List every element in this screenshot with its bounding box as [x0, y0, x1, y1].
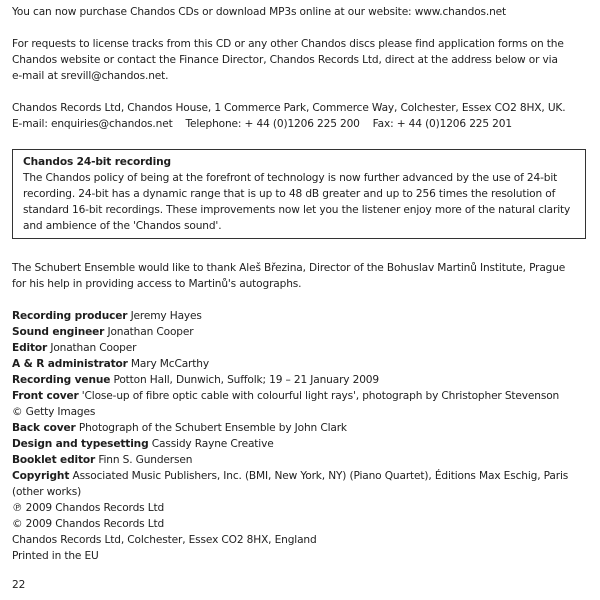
license-line: Chandos website or contact the Finance Director, Chandos Records Ltd, direct at the address below or via: [12, 54, 558, 66]
recording-info-box: [12, 149, 586, 239]
credit-item: [12, 452, 592, 468]
credit-value: Mary McCarthy: [127, 358, 209, 370]
thanks-line: for his help in providing access to Martinů's autographs.: [12, 278, 302, 290]
credit-label: Booklet editor: [12, 454, 96, 466]
thanks-line: The Schubert Ensemble would like to thank Aleš Březina, Director of the Bohuslav Martinů Institute, Prague: [12, 262, 566, 274]
credit-value: Jeremy Hayes: [127, 310, 202, 322]
credit-item: [12, 388, 592, 404]
footer-line: ℗ 2009 Chandos Records Ltd: [12, 502, 165, 514]
credit-value: Cassidy Rayne Creative: [148, 438, 274, 450]
credit-label: Copyright: [12, 470, 70, 482]
credit-label: Recording venue: [12, 374, 111, 386]
credit-value: Jonathan Cooper: [47, 342, 137, 354]
credit-value: Finn S. Gundersen: [95, 454, 193, 466]
box-line: and ambience of the 'Chandos sound'.: [23, 220, 222, 232]
box-line: The Chandos policy of being at the forefront of technology is now further advanced by the use of 24-bit: [23, 172, 558, 184]
credit-item: [12, 308, 592, 324]
credit-value: (other works): [12, 486, 82, 498]
credit-item: [12, 324, 592, 340]
license-line: e-mail at srevill@chandos.net.: [12, 70, 169, 82]
credit-value: Potton Hall, Dunwich, Suffolk; 19 – 21 January 2009: [110, 374, 379, 386]
footer-line: © 2009 Chandos Records Ltd: [12, 518, 165, 530]
credit-label: Front cover: [12, 390, 79, 402]
license-line: For requests to license tracks from this CD or any other Chandos discs please find application forms on the: [12, 38, 564, 50]
credit-item: [12, 468, 592, 484]
box-title: Chandos 24-bit recording: [23, 156, 171, 168]
footer-line: Chandos Records Ltd, Colchester, Essex CO2 8HX, England: [12, 534, 317, 546]
address-block: [12, 100, 592, 132]
fax-text: Fax: + 44 (0)1206 225 201: [372, 118, 512, 130]
box-line: standard 16-bit recordings. These improvements now let you the listener enjoy more of the natural clarity: [23, 204, 571, 216]
box-line: recording. 24-bit has a dynamic range that is up to 48 dB greater and up to 256 times the resolution of: [23, 188, 556, 200]
credit-item: [12, 340, 592, 356]
thanks-note: [12, 260, 592, 292]
credits-list: [12, 308, 592, 564]
credit-item: [12, 484, 592, 500]
purchase-text: You can now purchase Chandos CDs or download MP3s online at our website: www.chandos.net: [12, 6, 507, 18]
credit-item: [12, 404, 592, 420]
email-text: E-mail: enquiries@chandos.net: [12, 118, 173, 130]
credit-value: Jonathan Cooper: [104, 326, 194, 338]
page-number: [12, 577, 592, 593]
credit-label: Back cover: [12, 422, 76, 434]
telephone-text: Telephone: + 44 (0)1206 225 200: [185, 118, 360, 130]
credit-value: Photograph of the Schubert Ensemble by John Clark: [75, 422, 347, 434]
credit-item: [12, 372, 592, 388]
credit-value: © Getty Images: [12, 406, 96, 418]
footer-line: Printed in the EU: [12, 550, 99, 562]
page-number-text: 22: [12, 579, 26, 591]
credit-item: [12, 436, 592, 452]
credit-value: Associated Music Publishers, Inc. (BMI, New York, NY) (Piano Quartet), Éditions Max Eschig, Paris: [69, 470, 569, 482]
credit-label: Design and typesetting: [12, 438, 149, 450]
credit-item: [12, 356, 592, 372]
credit-value: 'Close-up of fibre optic cable with colourful light rays', photograph by Christopher Stevenson: [78, 390, 560, 402]
license-note: [12, 36, 592, 84]
credit-label: Sound engineer: [12, 326, 105, 338]
address-line: Chandos Records Ltd, Chandos House, 1 Commerce Park, Commerce Way, Colchester, Essex CO2 8HX, UK.: [12, 102, 566, 114]
credit-label: A & R administrator: [12, 358, 128, 370]
purchase-note: [12, 4, 592, 20]
credit-label: Recording producer: [12, 310, 128, 322]
contact-line: [12, 116, 592, 132]
credit-label: Editor: [12, 342, 48, 354]
credit-item: [12, 420, 592, 436]
